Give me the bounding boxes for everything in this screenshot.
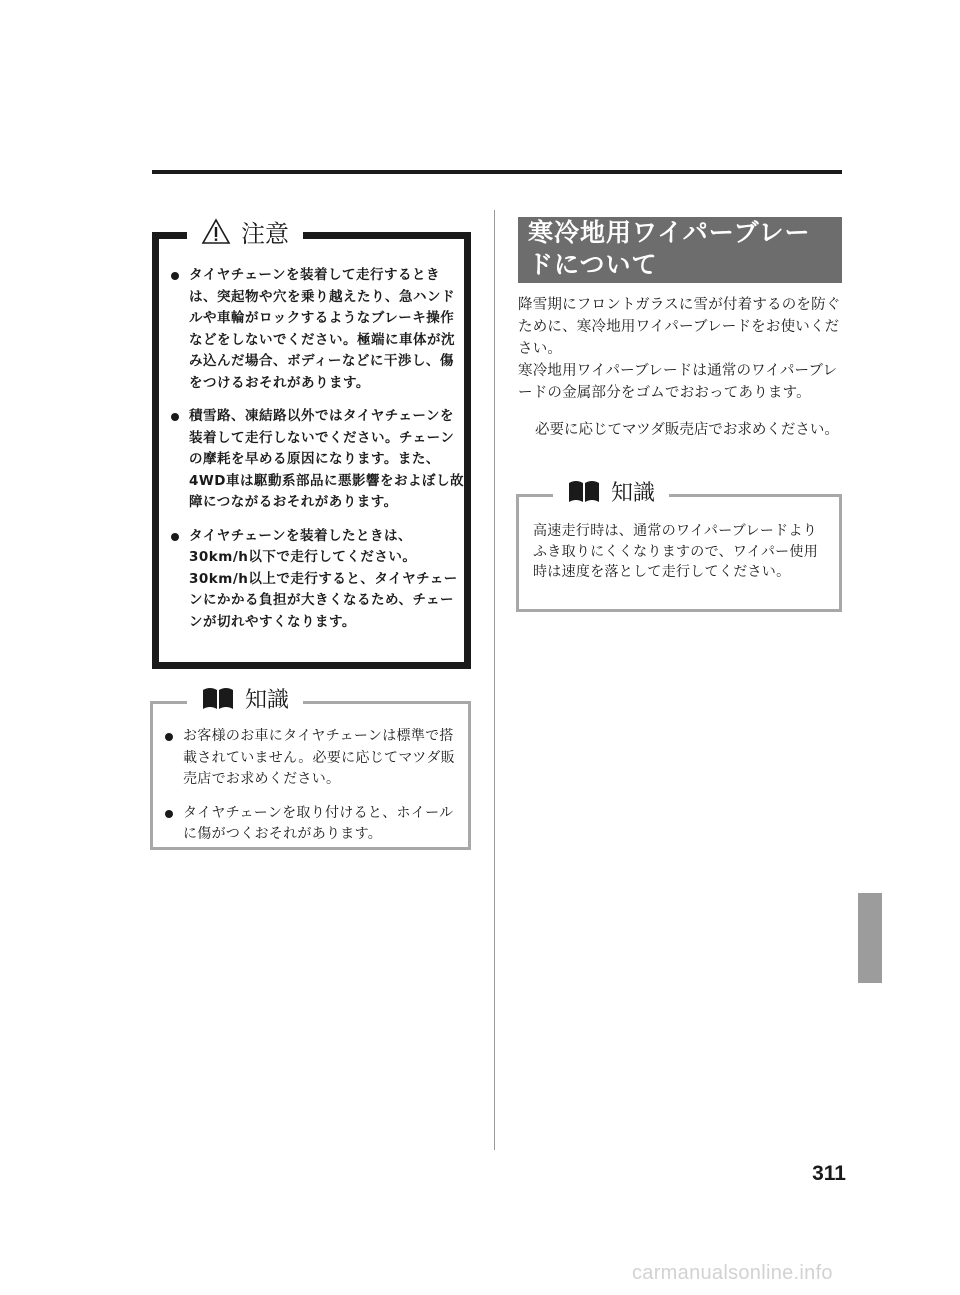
bullet (171, 413, 179, 421)
note-title: 知識 (245, 687, 290, 713)
book-icon (201, 685, 235, 711)
note-box-right (516, 480, 842, 612)
page-number: 311 (812, 1162, 846, 1185)
caution-item-text: タイヤチェーンを装着して走行するときは、突起物や穴を乗り越えたり、急ハンドルや車輪がロックするようなブレーキ操作などをしないでください。極端に車体が沈み込んだ場合、ボディーなどに干渉し、傷をつけるおそれがあります。 (189, 267, 455, 391)
warning-triangle-icon (201, 218, 231, 245)
bullet (165, 810, 173, 818)
list-item (161, 726, 463, 791)
caution-item-text: 積雪路、凍結路以外ではタイヤチェーンを装着して走行しないでください。チェーンの摩耗を早める原因になります。また、4WD車は駆動系部品に悪影響をおよぼし故障につながるおそれがあります。 (189, 408, 464, 510)
section-body-indent: 必要に応じてマツダ販売店でお求めください。 (535, 422, 839, 438)
top-rule (152, 170, 842, 174)
bullet (171, 272, 179, 280)
caution-title: 注意 (241, 219, 289, 248)
note-text: 高速走行時は、通常のワイパーブレードよりふき取りにくくなりますので、ワイパー使用時は速度を落として走行してください。 (533, 523, 819, 580)
caution-list (167, 265, 465, 645)
watermark: carmanualsonline.info (632, 1262, 833, 1284)
note-title-block (553, 471, 669, 511)
note-box-left (150, 687, 471, 850)
caution-box (152, 219, 471, 669)
note-item-text: お客様のお車にタイヤチェーンは標準で搭載されていません。必要に応じてマツダ販売店でお求めください。 (183, 728, 455, 787)
note-title-block (187, 678, 303, 718)
list-item (161, 803, 463, 846)
note-list (161, 726, 463, 858)
caution-item-text: タイヤチェーンを装着したときは、30km/h以下で走行してください。30km/h以上で走行すると、タイヤチェーンにかかる負担が大きくなるため、チェーンが切れやすくなります。 (189, 527, 458, 630)
bullet (165, 733, 173, 741)
column-divider (494, 210, 495, 1150)
list-item (167, 265, 465, 394)
list-item (167, 526, 465, 634)
section-body: 降雪期にフロントガラスに雪が付着するのを防ぐために、寒冷地用ワイパーブレードをお使いください。 寒冷地用ワイパーブレードは通常のワイパーブレードの金属部分をゴムでおおってあります。 (518, 297, 841, 401)
note-item-text: タイヤチェーンを取り付けると、ホイールに傷がつくおそれがあります。 (183, 804, 454, 842)
chapter-side-tab (858, 893, 882, 983)
caution-title-block (187, 211, 303, 251)
book-icon (567, 478, 601, 504)
section-heading: 寒冷地用ワイパーブレードについて (518, 217, 842, 283)
bullet (171, 533, 179, 541)
list-item (167, 406, 465, 514)
note-title: 知識 (611, 480, 656, 506)
